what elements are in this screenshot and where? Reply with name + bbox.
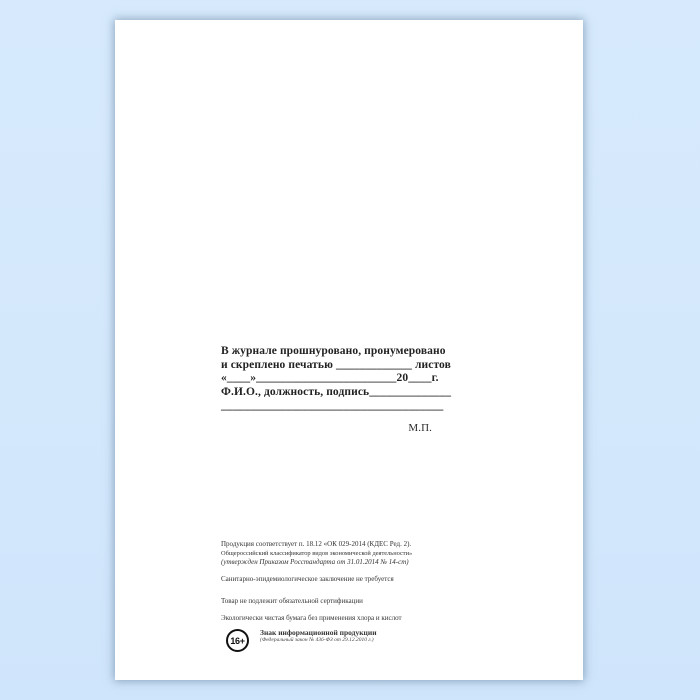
seal-line-4: Ф.И.О., должность, подпись______________	[221, 386, 452, 399]
age-rating-title: Знак информационной продукции	[260, 628, 377, 637]
sanitary-statement: Санитарно-эпидемиологическое заключение не требуется	[221, 575, 394, 583]
stamp-place-abbr: М.П.	[408, 422, 432, 435]
eco-paper-statement: Экологически чистая бумага без применения хлора и кислот	[221, 614, 402, 622]
seal-certification-block	[221, 345, 452, 436]
product-compliance-line-2: Общероссийский классификатор видов экономической деятельности»	[221, 550, 413, 557]
product-compliance-paragraph	[221, 540, 412, 567]
age-rating-row	[221, 628, 377, 652]
age-rating-law-reference: (Федеральный закон № 436-ФЗ от 29.12.2010 г.)	[260, 637, 374, 643]
seal-line-2: и скреплено печатью _____________ листов	[221, 358, 451, 371]
age-rating-caption	[260, 628, 377, 644]
age-rating-16plus-icon: 16+	[226, 629, 249, 652]
seal-line-1: В журнале прошнуровано, пронумеровано	[221, 345, 446, 357]
seal-line-5: ______________________________________	[221, 399, 444, 412]
certification-statement: Товар не подлежит обязательной сертификации	[221, 597, 363, 605]
product-compliance-line-3: (утвержден Приказом Росстандарта от 31.01.2014 № 14-ст)	[221, 558, 409, 566]
product-compliance-line-1: Продукция соответствует п. 18.12 «ОК 029-2014 (КДЕС Ред. 2).	[221, 540, 412, 548]
journal-back-page	[115, 20, 583, 680]
seal-line-3: «____»________________________20____г.	[221, 372, 439, 385]
